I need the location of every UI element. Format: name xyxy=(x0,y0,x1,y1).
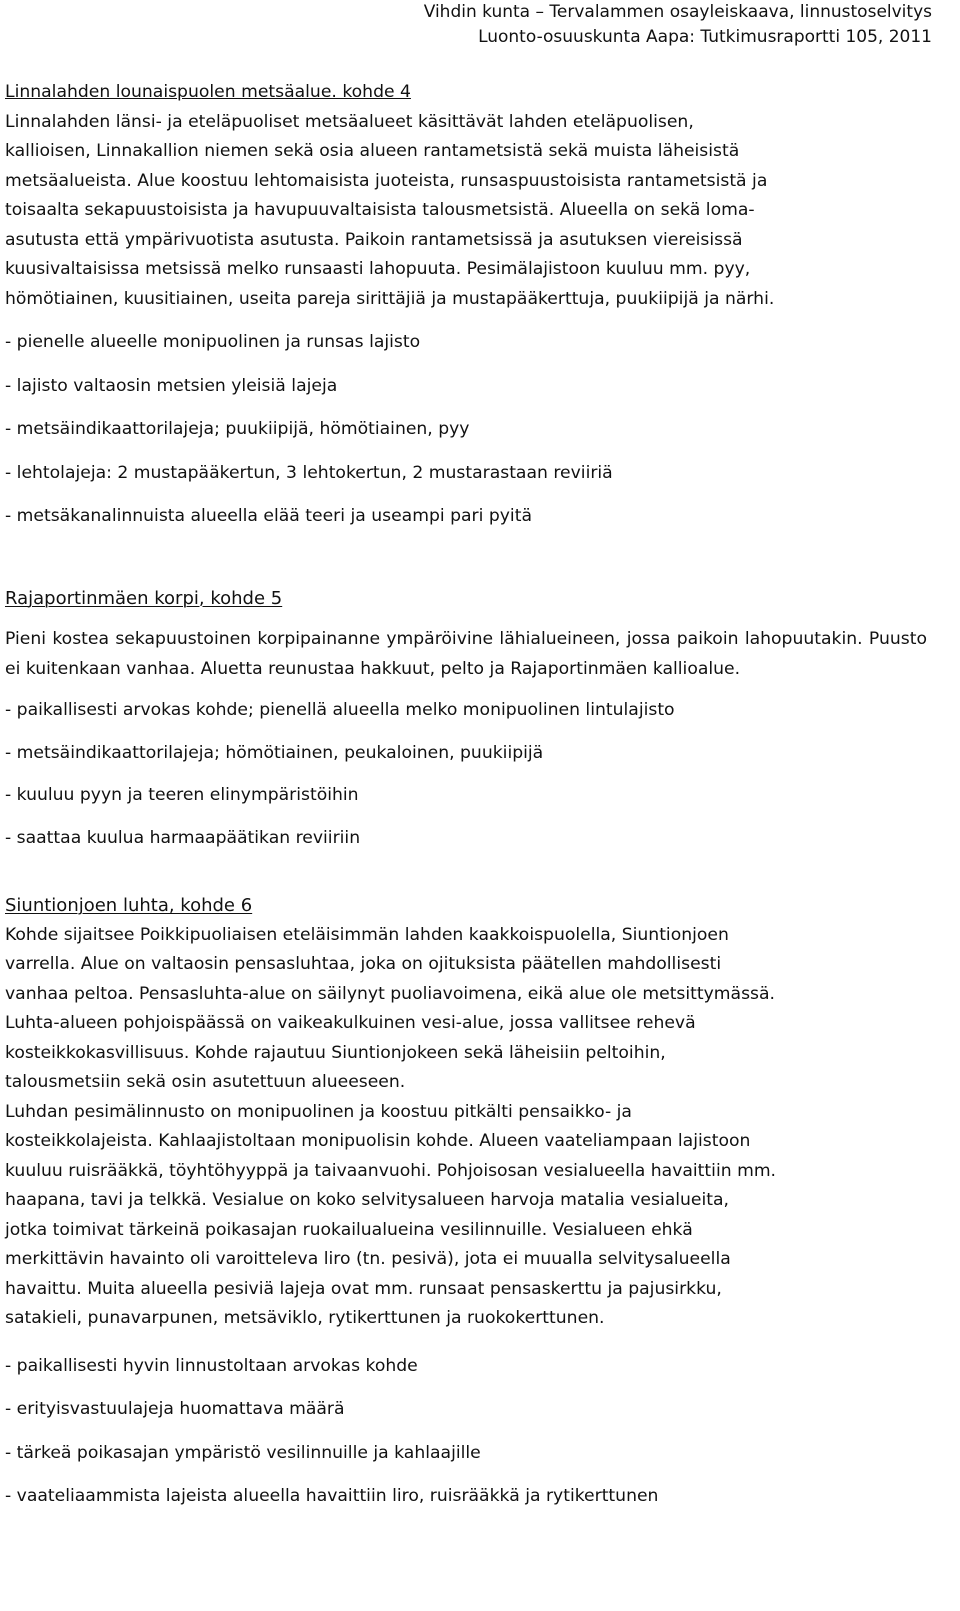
section-6-line-11: jotka toimivat tärkeinä poikasajan ruokailualueina vesilinnuille. Vesialueen ehkä xyxy=(5,1219,693,1240)
section-4-line-5: asutusta että ympärivuotista asutusta. Paikoin rantametsissä ja asutuksen viereisissä xyxy=(5,229,743,250)
section-4-line-4: toisaalta sekapuustoisista ja havupuuvaltaisista talousmetsistä. Alueella on sekä loma- xyxy=(5,200,755,220)
section-5-bullet-3: - kuuluu pyyn ja teeren elinympäristöihin xyxy=(5,785,359,805)
section-6-line-9: kuuluu ruisrääkkä, töyhtöhyyppä ja taivaanvuohi. Pohjoisosan vesialueella havaittiin mm. xyxy=(5,1160,777,1181)
section-6-bullet-1: - paikallisesti hyvin linnustoltaan arvokas kohde xyxy=(5,1355,418,1376)
section-5-bullet-2: - metsäindikaattorilajeja; hömötiainen, peukaloinen, puukiipijä xyxy=(5,742,544,763)
section-4-heading: Linnalahden lounaispuolen metsäalue. kohde 4 xyxy=(5,82,411,102)
section-6-line-3: vanhaa peltoa. Pensasluhta-alue on säilynyt puoliavoimena, eikä alue ole metsittymässä. xyxy=(5,983,775,1004)
section-6-line-1: Kohde sijaitsee Poikkipuoliaisen eteläisimmän lahden kaakkoispuolella, Siuntionjoen xyxy=(5,924,729,945)
section-4-bullet-3: - metsäindikaattorilajeja; puukiipijä, hömötiainen, pyy xyxy=(5,419,470,439)
section-4-line-2: kallioisen, Linnakallion niemen sekä osia alueen rantametsistä sekä muista läheisistä xyxy=(5,141,740,161)
section-4-bullet-1: - pienelle alueelle monipuolinen ja runsas lajisto xyxy=(5,332,421,352)
section-4-line-7: hömötiainen, kuusitiainen, useita pareja sirittäjiä ja mustapääkerttuja, puukiipijä ja närhi. xyxy=(5,288,775,309)
section-5-bullet-4: - saattaa kuulua harmaapäätikan reviiriin xyxy=(5,827,361,848)
section-4-line-6: kuusivaltaisissa metsissä melko runsaasti lahopuuta. Pesimälajistoon kuuluu mm. pyy, xyxy=(5,259,751,279)
document-body xyxy=(5,78,927,1512)
page-header xyxy=(424,0,932,50)
section-4-bullet-2: - lajisto valtaosin metsien yleisiä lajeja xyxy=(5,375,338,396)
section-6-line-8: kosteikkolajeista. Kahlaajistoltaan monipuolisin kohde. Alueen vaateliampaan lajistoon xyxy=(5,1131,751,1151)
section-6-line-14: satakieli, punavarpunen, metsäviklo, rytikerttunen ja ruokokerttunen. xyxy=(5,1308,605,1328)
section-4-bullet-4: - lehtolajeja: 2 mustapääkertun, 3 lehtokertun, 2 mustarastaan reviiriä xyxy=(5,462,613,483)
section-6-line-2: varrella. Alue on valtaosin pensasluhtaa, joka on ojituksista päätellen mahdollisesti xyxy=(5,954,722,974)
section-4-bullet-5: - metsäkanalinnuista alueella elää teeri ja useampi pari pyitä xyxy=(5,506,532,526)
section-4-heading-line xyxy=(5,78,927,108)
section-6-bullet-2: - erityisvastuulajeja huomattava määrä xyxy=(5,1399,345,1419)
section-6-line-4: Luhta-alueen pohjoispäässä on vaikeakulkuinen vesi-alue, jossa vallitsee rehevä xyxy=(5,1013,696,1033)
section-6-bullet-3: - tärkeä poikasajan ympäristö vesilinnuille ja kahlaajille xyxy=(5,1442,481,1463)
section-5-paragraph: Pieni kostea sekapuustoinen korpipainanne ympäröivine lähialueineen, jossa paikoin lahopuutakin. Puusto ei kuitenkaan vanhaa. Aluetta reunustaa hakkuut, pelto ja Rajaportinmäen kallioalue. xyxy=(5,629,927,679)
section-6-line-5: kosteikkokasvillisuus. Kohde rajautuu Siuntionjokeen sekä läheisiin peltoihin, xyxy=(5,1042,666,1063)
header-line-1: Vihdin kunta – Tervalammen osayleiskaava, linnustoselvitys xyxy=(423,2,932,22)
section-5-bullet-1: - paikallisesti arvokas kohde; pienellä alueella melko monipuolinen lintulajisto xyxy=(5,700,675,720)
section-4-line-3: metsäalueista. Alue koostuu lehtomaisista juoteista, runsaspuustoisista rantametsistä ja xyxy=(5,170,768,191)
section-6-line-7: Luhdan pesimälinnusto on monipuolinen ja koostuu pitkälti pensaikko- ja xyxy=(5,1101,632,1122)
section-5-heading: Rajaportinmäen korpi, kohde 5 xyxy=(5,587,283,609)
section-6-bullet-4: - vaateliaammista lajeista alueella havaittiin liro, ruisrääkkä ja rytikerttunen xyxy=(5,1486,659,1506)
section-6-heading: Siuntionjoen luhta, kohde 6 xyxy=(5,895,253,916)
section-4-line-1: Linnalahden länsi- ja eteläpuoliset metsäalueet käsittävät lahden eteläpuolisen, xyxy=(5,111,694,132)
header-line-2: Luonto-osuuskunta Aapa: Tutkimusraportti 105, 2011 xyxy=(478,27,932,47)
section-6-line-6: talousmetsiin sekä osin asutettuun alueeseen. xyxy=(5,1072,406,1092)
section-6-line-12: merkittävin havainto oli varoitteleva liro (tn. pesivä), jota ei muualla selvitysalueella xyxy=(5,1249,731,1269)
section-6-line-13: havaittu. Muita alueella pesiviä lajeja ovat mm. runsaat pensaskerttu ja pajusirkku, xyxy=(5,1278,722,1299)
section-6-line-10: haapana, tavi ja telkkä. Vesialue on koko selvitysalueen harvoja matalia vesialueita, xyxy=(5,1190,729,1210)
